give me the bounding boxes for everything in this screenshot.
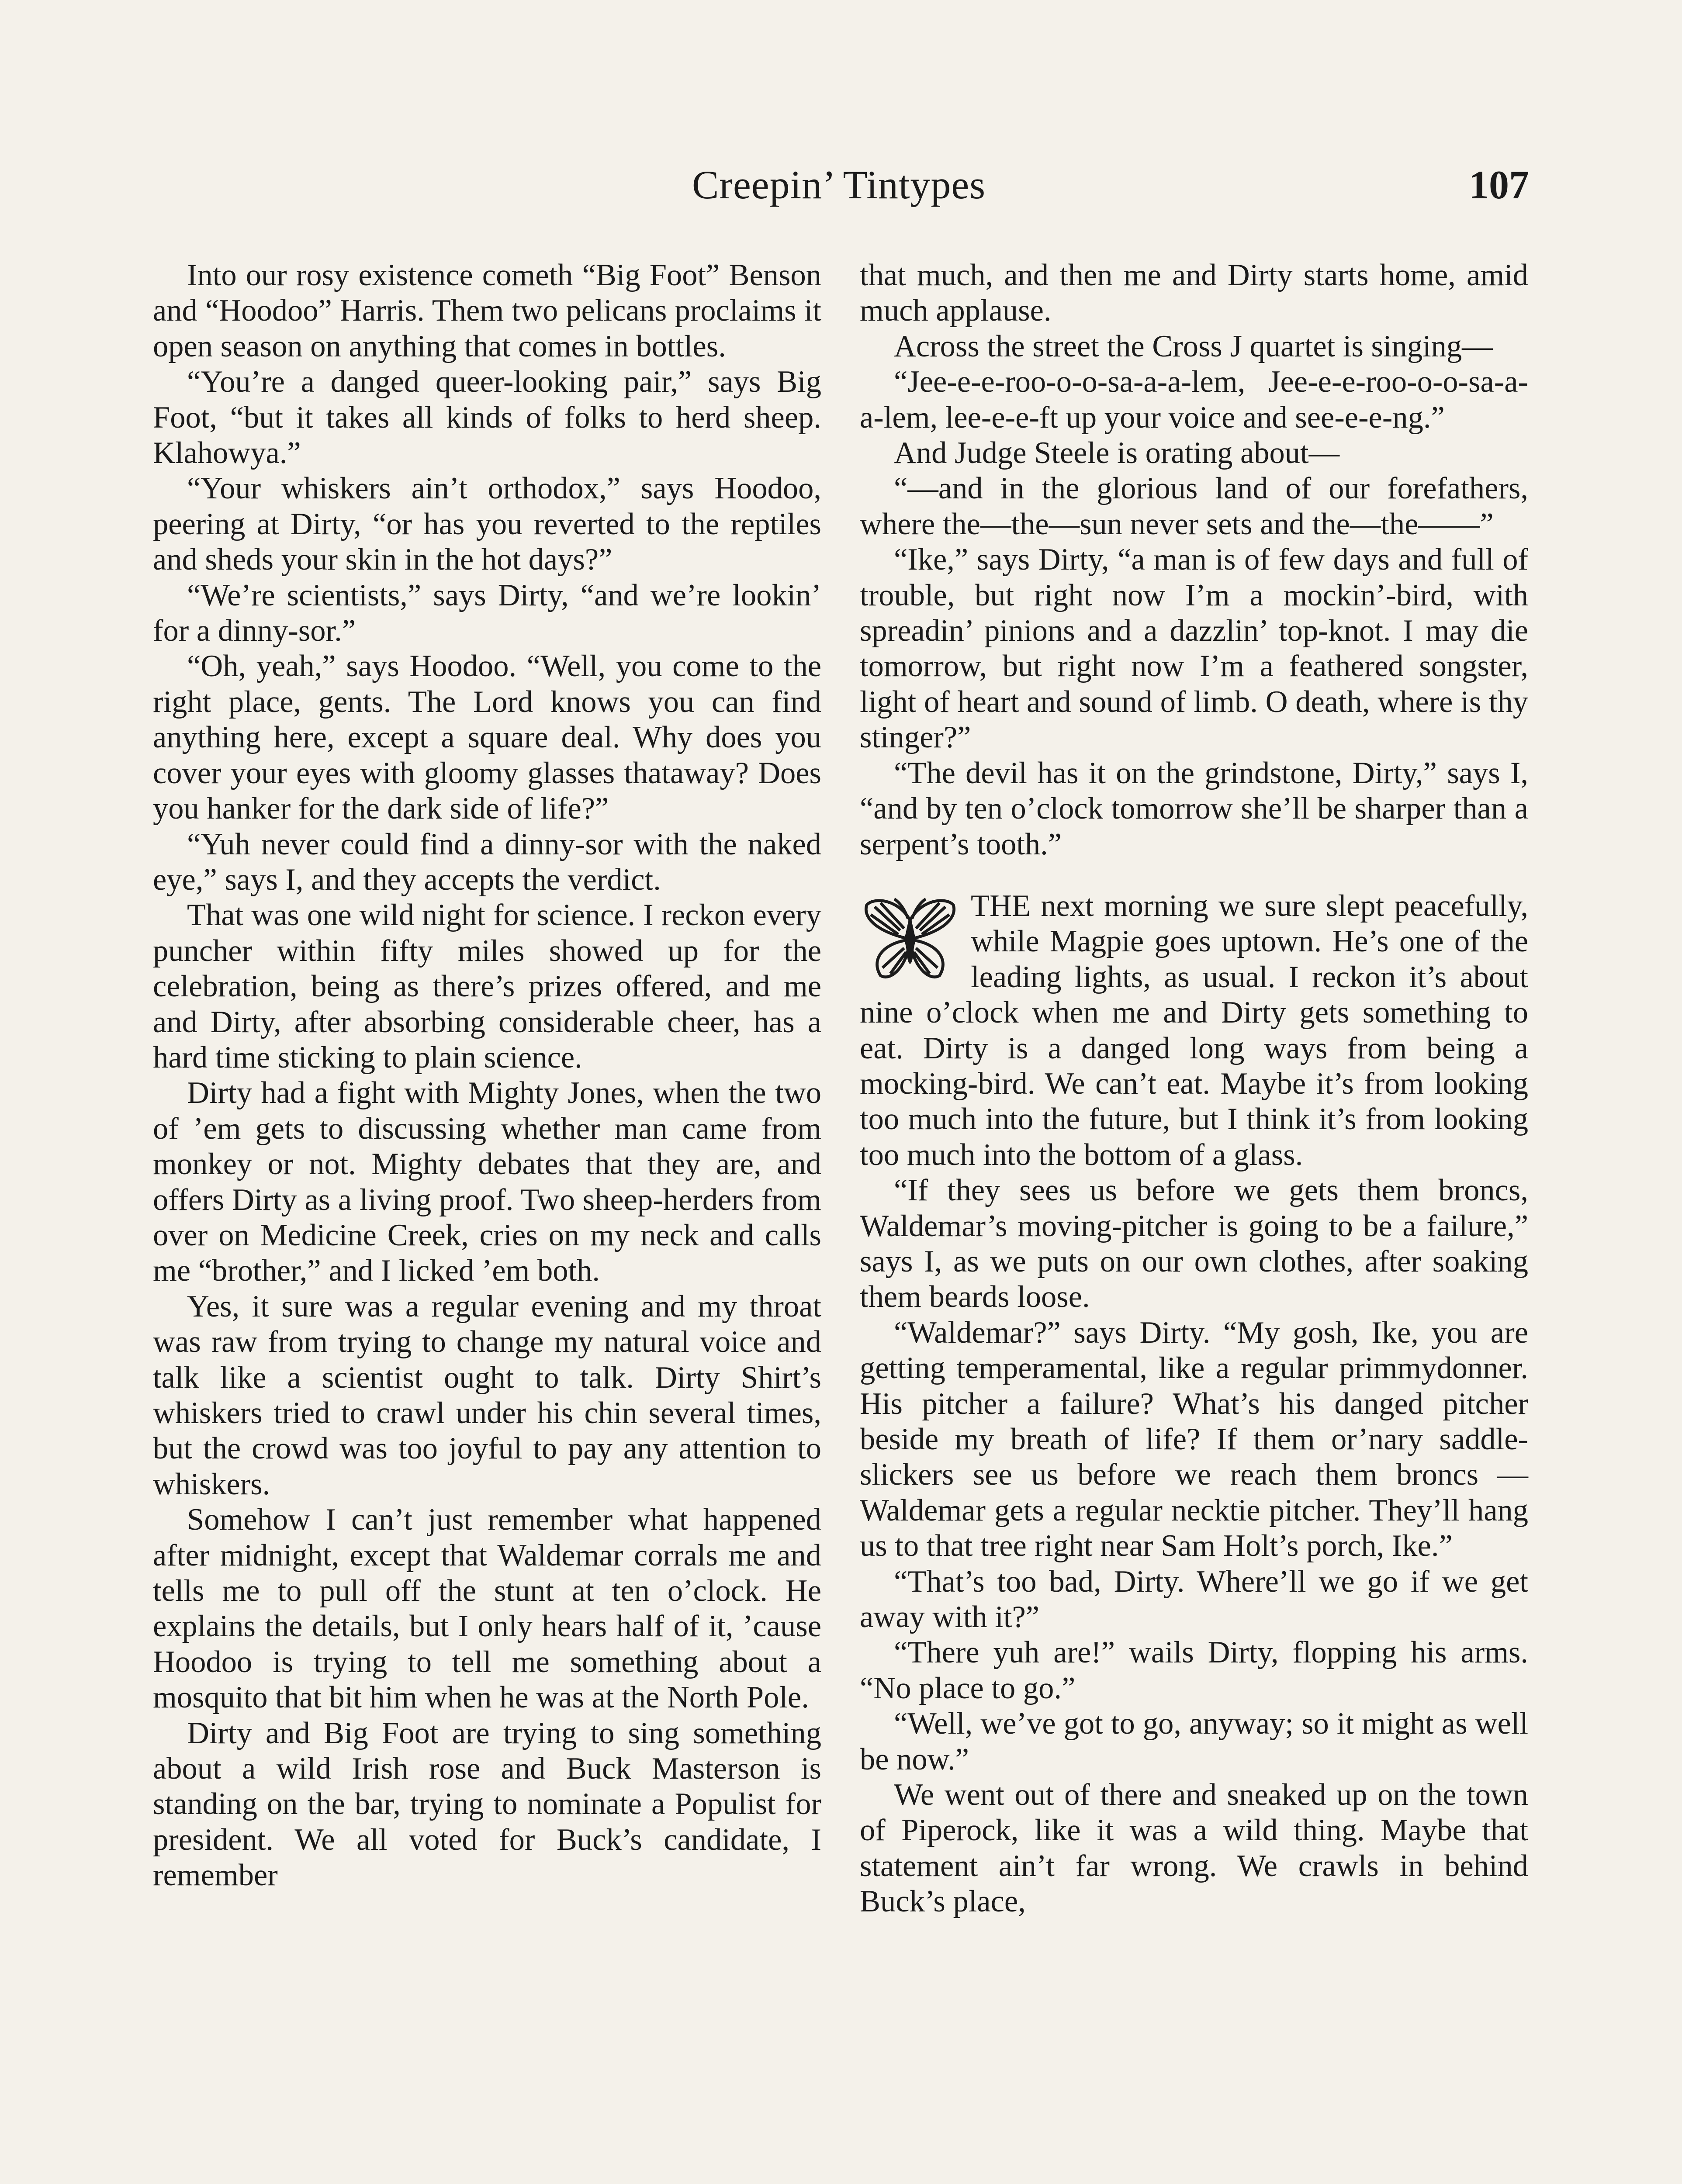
paragraph: Somehow I can’t just remember what happened after midnight, except that Waldemar corrals me and tells me to pull off the stunt at ten o’clock. He explains the details, but I only hears half of it, ’cause Hoodoo is trying to tell me something about a mosquito that bit him when he was at the North Pole. [153,1503,821,1715]
paragraph: Across the street the Cross J quartet is singing— [894,329,1493,363]
paragraph: “Yuh never could find a dinny-sor with the naked eye,” says I, and they accepts the verdict. [153,827,821,897]
paragraph: “We’re scientists,” says Dirty, “and we’re lookin’ for a dinny-sor.” [153,578,821,648]
paragraph: “Oh, yeah,” says Hoodoo. “Well, you come to the right place, gents. The Lord knows you can find anything here, except a square deal. Why does you cover your eyes with gloomy glasses thataway? Does you hanker for the dark side of life?” [153,649,821,826]
left-column [153,258,821,1894]
paragraph: “That’s too bad, Dirty. Where’ll we go if we get away with it?” [860,1564,1528,1635]
paragraph: “You’re a danged queer-looking pair,” says Big Foot, “but it takes all kinds of folks to herd sheep. Klahowya.” [153,365,821,470]
paragraph: “Jee-e-e-roo-o-o-sa-a-a-lem, Jee-e-e-roo-o-o-sa-a-a-lem, lee-e-e-ft up your voice and see-e-e-ng.” [860,365,1528,435]
page-number: 107 [1469,162,1529,207]
section-lead-in: THE [971,888,1031,923]
paragraph: “If they sees us before we gets them broncs, Waldemar’s moving-pitcher is going to be a failure,” says I, as we puts on our own clothes, after soaking them beards loose. [860,1173,1528,1314]
paragraph: “Ike,” says Dirty, “a man is of few days and full of trouble, but right now I’m a mockin’-bird, with spreadin’ pinions and a dazzlin’ top-knot. I may die tomorrow, but right now I’m a feathered songster, light of heart and sound of limb. O death, where is thy stinger?” [860,543,1528,755]
paragraph: And Judge Steele is orating about— [894,436,1340,470]
paragraph: “There yuh are!” wails Dirty, flopping his arms. “No place to go.” [860,1635,1528,1705]
paragraph: Dirty had a fight with Mighty Jones, when the two of ’em gets to discussing whether man came from monkey or not. Mighty debates that they are, and offers Dirty as a living proof. Two sheep-herders from over on Medicine Creek, cries on my neck and calls me “brother,” and I licked ’em both. [153,1076,821,1288]
page-header [149,162,1529,223]
paragraph-continued: that much, and then me and Dirty starts home, amid much applause. [860,258,1528,328]
paragraph: Yes, it sure was a regular evening and my throat was raw from trying to change my natural voice and talk like a scientist ought to talk. Dirty Shirt’s whiskers tried to crawl under his chin several times, but the crowd was too joyful to pay any attention to whiskers. [153,1289,821,1501]
right-column [860,258,1528,1920]
paragraph: That was one wild night for science. I reckon every puncher within fifty miles showed up for the celebration, being as there’s prizes offered, and me and Dirty, after absorbing considerable cheer, has a hard time sticking to plain science. [153,898,821,1075]
butterfly-ornament-icon [860,891,960,989]
paragraph: We went out of there and sneaked up on the town of Piperock, like it was a wild thing. Maybe that statement ain’t far wrong. We crawls in behind Buck’s place, [860,1778,1528,1919]
running-head: Creepin’ Tintypes [692,162,986,207]
paragraph: “Waldemar?” says Dirty. “My gosh, Ike, you are getting temperamental, like a regular primmydonner. His pitcher a failure? What’s his danged pitcher beside my breath of life? If them or’nary saddle-slickers see us before we reach them broncs —Waldemar gets a regular necktie pitcher. They’ll hang us to that tree right near Sam Holt’s porch, Ike.” [860,1315,1528,1563]
section-lead-in-rest: next morning we sure slept peacefully, while Magpie goes uptown. He’s one of the leading lights, as usual. I reckon it’s about nine o’clock when me and Dirty gets something to eat. Dirty is a danged long ways from being a mocking-bird. We can’t eat. Maybe it’s from looking too much into the future, but I think it’s from looking too much into the bottom of a glass. [860,888,1528,1172]
section-opening-paragraph [860,888,1528,1173]
paragraph: “Well, we’ve got to go, anyway; so it might as well be now.” [860,1707,1528,1776]
paragraph: Into our rosy existence cometh “Big Foot” Benson and “Hoodoo” Harris. Them two pelicans proclaims it open season on anything that comes in bottles. [153,258,821,363]
paragraph: “Your whiskers ain’t orthodox,” says Hoodoo, peering at Dirty, “or has you reverted to the reptiles and sheds your skin in the hot days?” [153,471,821,577]
paragraph: “—and in the glorious land of our forefathers, where the—the—sun never sets and the—the——” [860,471,1528,541]
paragraph: Dirty and Big Foot are trying to sing something about a wild Irish rose and Buck Masterson is standing on the bar, trying to nominate a Populist for president. We all voted for Buck’s candidate, I remember [153,1716,821,1893]
paragraph: “The devil has it on the grindstone, Dirty,” says I, “and by ten o’clock tomorrow she’ll be sharper than a serpent’s tooth.” [860,756,1528,861]
